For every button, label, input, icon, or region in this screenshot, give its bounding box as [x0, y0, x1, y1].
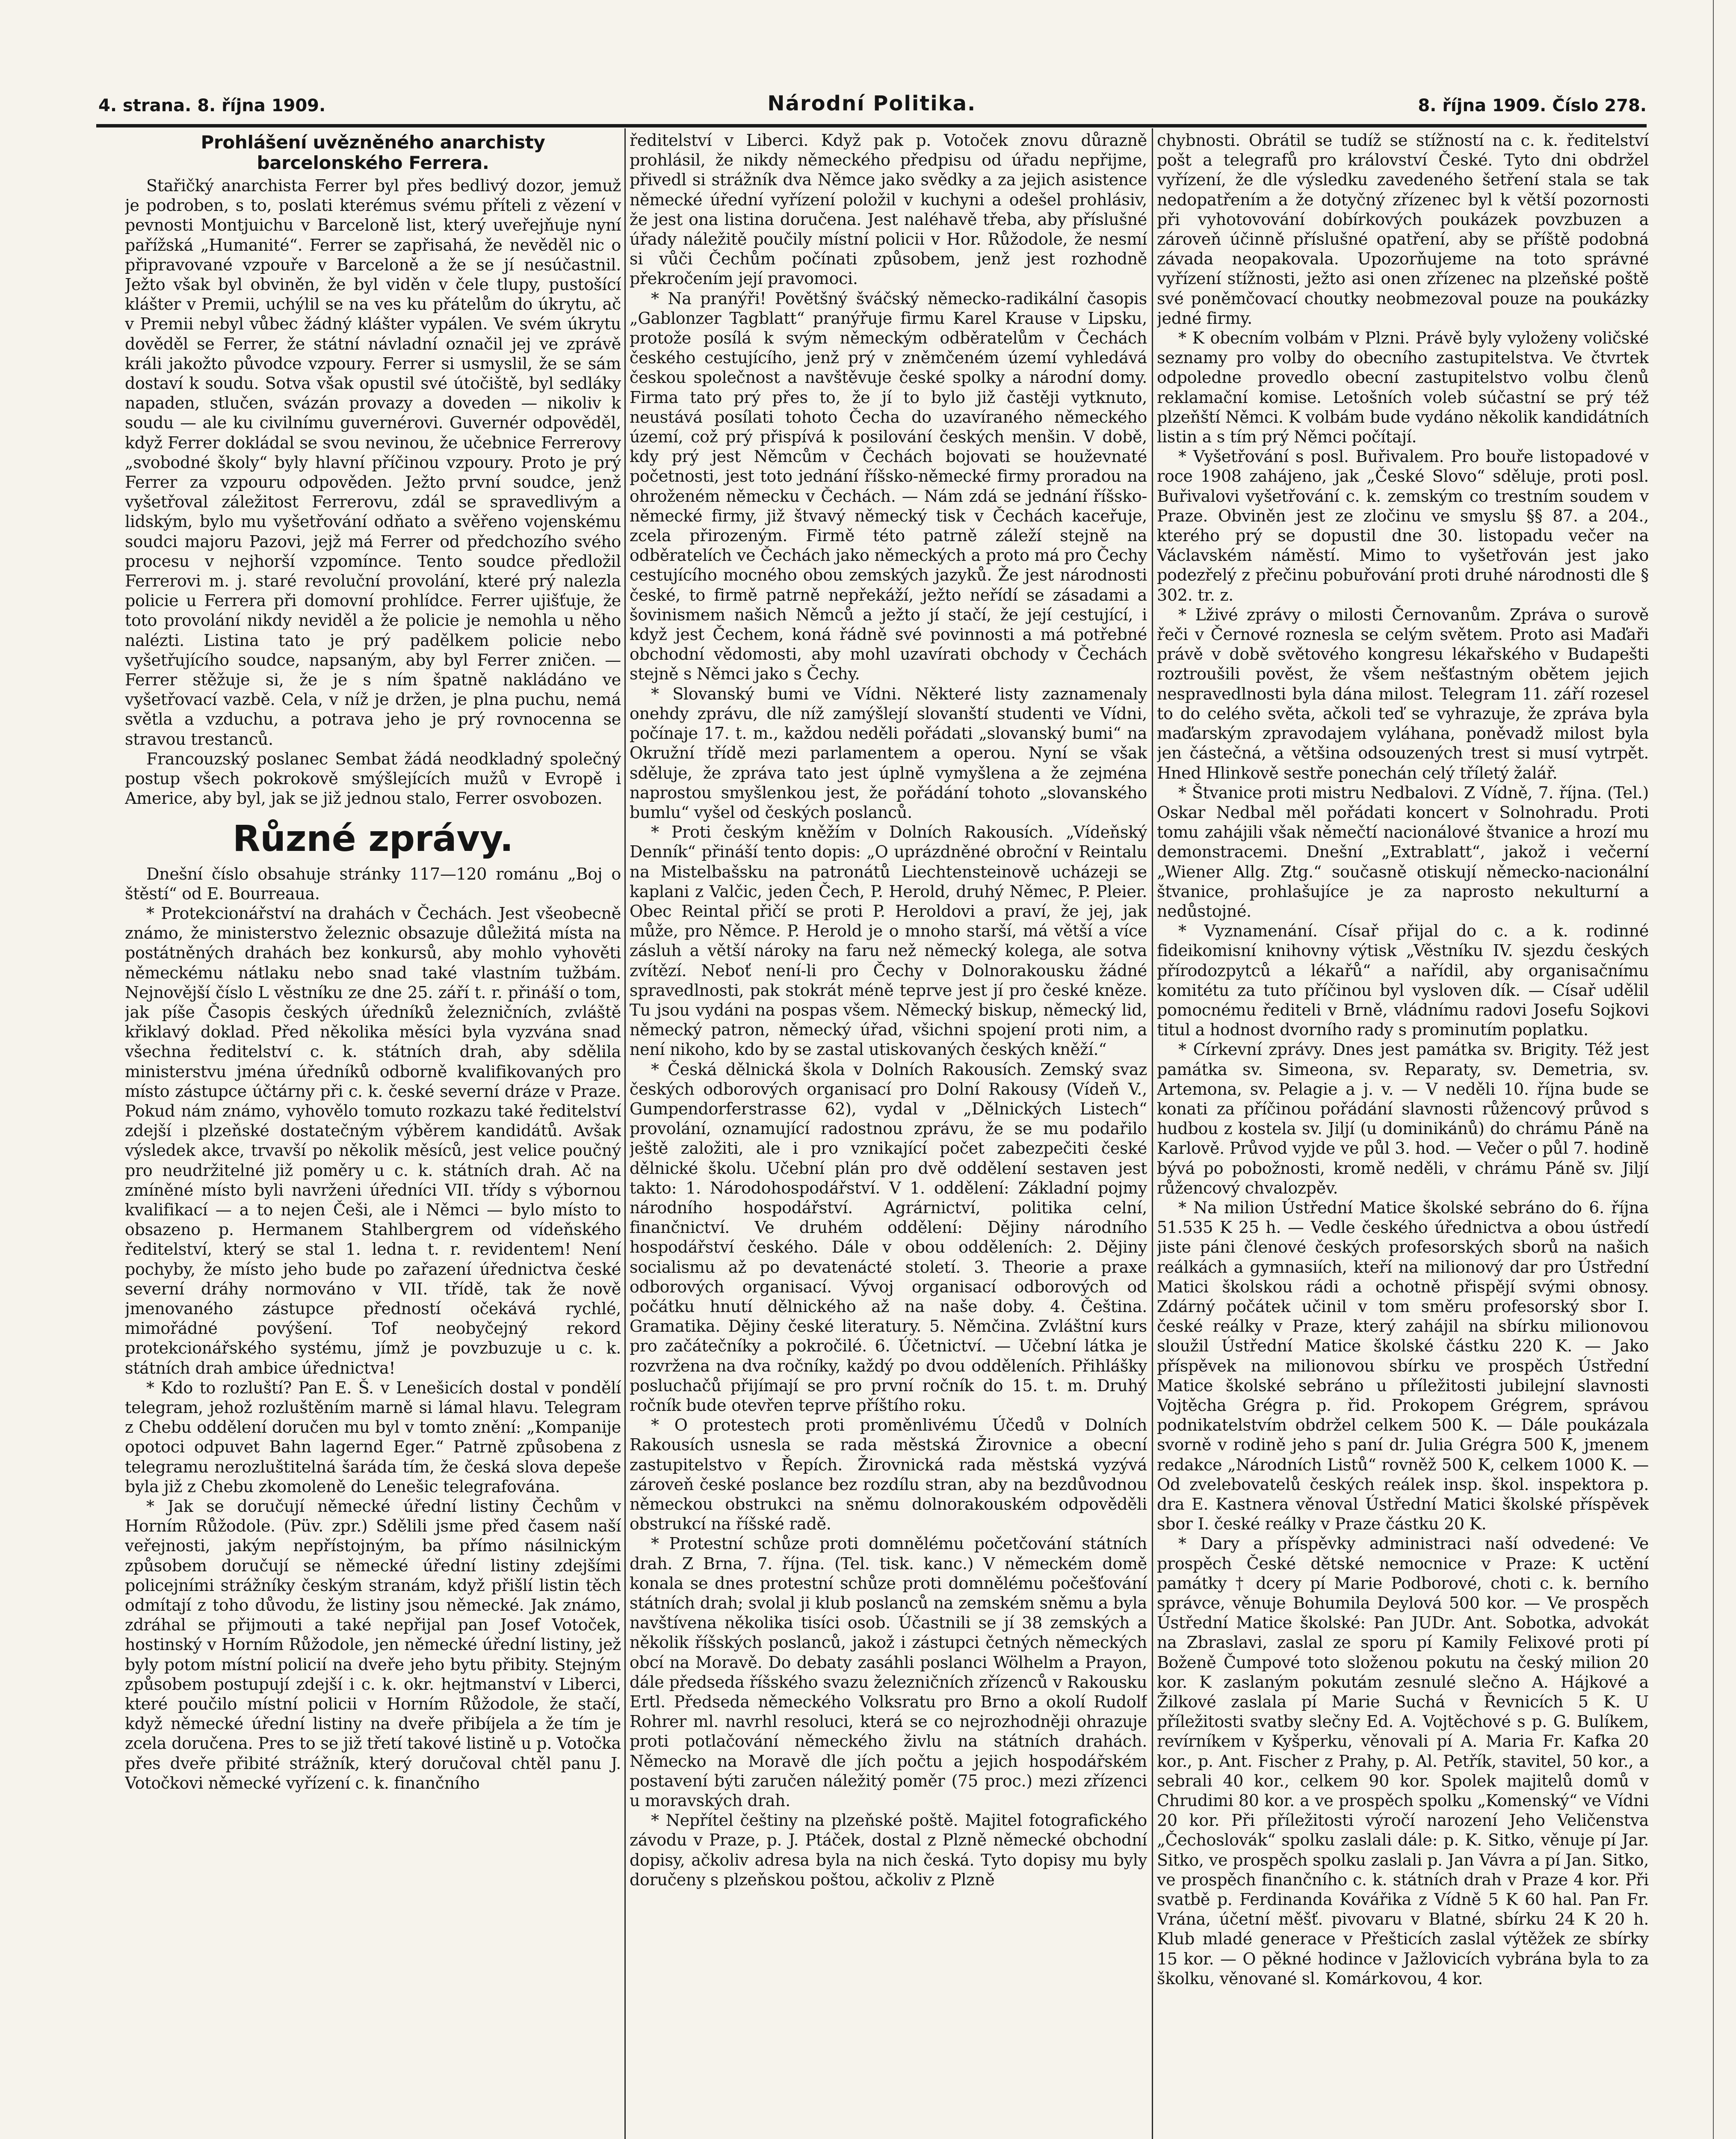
news-item: * Dary a příspěvky administraci naší odvedené: Ve prospěch České dětské nemocnice v Praze: K uctění památky † dcery pí Marie Podborové, choti c. k. berního správce, věnuje Bohumila Deylová 500 kor. — Ve prospěch Ústřední Matice školské: Pan JUDr. Ant. Sobotka, advokát na Zbraslavi, zaslal ze sporu pí Kamily Felixové proti pí Boženě Čumpové toto složenou pokutu na český milion 20 kor. K zaslaným pokutám zesnulé slečno A. Hájkové a Žilkové zaslala pí Marie Suchá v Řevnicích 5 K. U příležitosti svatby slečny Ed. A. Vojtěchové s p. G. Bulíkem, revírníkem v Kyšperku, věnovali pí A. Maria Fr. Kafka 20 kor., p. Ant. Fischer z Prahy, p. Al. Petřík, stavitel, 50 kor., a sebrali 40 kor., celkem 90 kor. Spolek majitelů domů v Chrudimi 80 kor. a ve prospěch spolku „Komenský“ ve Vídni 20 kor. Při příležitosti výročí narození Jeho Veličenstva „Čechoslovák“ spolku zaslali dále: p. K. Sitko, věnuje pí Jar. Sitko, ve prospěch spolku zaslali p. Jan Vávra a pí Jan. Sitko, ve prospěch finančního c. k. státních drah v Praze 4 kor. Při svatbě p. Ferdinanda Kovářika z Vídně 5 K 60 hal. Pan Fr. Vrána, účetní měšť. pivovaru v Blatné, sbírku 24 K 20 h. Klub mladé generace v Přešticích zaslal výtěžek ze sbírky 15 kor. — O pěkné hodince v Jažlovicích vybrána byla to za školku, věnované sl. Komárkovou, 4 kor. [1157, 1534, 1649, 1988]
news-item: * Kdo to rozluští? Pan E. Š. v Lenešicích dostal v pondělí telegram, jehož rozluštěním marně si lámal hlavu. Telegram z Chebu oddělení doručen mu byl v tomto znění: „Kompanije opotoci odpuvet Bahn lagernd Eger.“ Patrně způsobena z telegramu nerozluštitelná šaráda tím, že česká slova depeše byla již z Chebu zkomoleně do Lenešic telegrafována. [125, 1378, 621, 1496]
news-item: * Na pranýři! Povětšný šváčský německo-radikální časopis „Gablonzer Tagblatt“ pranýřuje firmu Karel Krause v Lipsku, protože posílá k svým německým odběratelům v Čechách českého cestujícího, jenž prý v zněmčeném území vyhledává českou společnost a navštěvuje české spolky a národní domy. Firma tato prý přes to, že jí to bylo již častěji vytknuto, neustává posílati tohoto Čecha do uzavíraného německého území, což prý přispívá k posilování českých menšin. V době, kdy prý jest Němcům v Čechách bojovati se houževnaté početnosti, jest toto jednání říšsko-německé firmy proradou na ohroženém německu v Čechách. — Nám zdá se jednání říšsko-německé firmy, již štvavý německý tisk v Čechách kaceřuje, zcela přirozeným. Firmě této patrně záleží stejně na odběratelích ve Čechách jako německých a proto má pro Čechy cestujícího mocného obou zemských jazyků. Že jest národnosti české, to firmě patrně nepřekáží, ježto neřídí se zásadami a šovinismem našich Němců a ježto jí stačí, že její cestující, i když jest Čechem, koná řádně své povinnosti a má potřebné obchodní vědomosti, aby mohl uzavírati obchody v Čechách stejně s Němci jako s Čechy. [630, 289, 1147, 684]
news-item: ředitelství v Liberci. Když pak p. Votoček znovu důrazně prohlásil, že nikdy německého předpisu od úřadu nepřijme, přivedl si strážník dva Němce jako svědky a za jejich asistence německé úřední vyřízení položil v kuchyni a odešel prohlásiv, že jest ona listina doručena. Jest naléhavě třeba, aby příslušné úřady náležitě poučily místní policii v Hor. Růžodole, že nesmí si vůči Čechům počínati způsobem, jenž jest rozhodně překročením její pravomoci. [630, 131, 1147, 288]
column-2 [630, 130, 1147, 2139]
page-header [98, 90, 1647, 116]
news-item: * Nepřítel češtiny na plzeňské poště. Majitel fotografického závodu v Praze, p. J. Ptáček, dostal z Plzně německé obchodní dopisy, ačkoliv adresa byla na nich česká. Tyto dopisy mu byly doručeny s plzeňskou poštou, ačkoliv z Plzně [630, 1811, 1147, 1889]
news-item: * Slovanský bumi ve Vídni. Některé listy zaznamenaly onehdy zprávu, dle níž zamýšlejí slovanští studenti ve Vídni, počínaje 17. t. m., každou neděli pořádati „slovanský bumi“ na Okružní třídě mezi parlamentem a operou. Nyní se však sděluje, že zpráva tato jest úplně vymyšlena a že zejména naprostou smyšlenkou jest, že pořádání tohoto „slovanského bumlu“ vyšel od českých poslanců. [630, 684, 1147, 822]
news-item: * Česká dělnická škola v Dolních Rakousích. Zemský svaz českých odborových organisací pro Dolní Rakousy (Vídeň V., Gumpendorferstrasse 62), vydal v „Dělnických Listech“ provolání, oznamující radostnou zprávu, že se mu podařilo ještě založiti, ale i pro vznikající počet zabezpečiti české dělnické školu. Učební plán pro dvě oddělení sestaven jest takto: 1. Národohospodářství. V 1. oddělení: Základní pojmy národního hospodářství. Agrárnictví, politika celní, finančnictví. Ve druhém oddělení: Dějiny národního hospodářství českého. Dále v obou odděleních: 2. Dějiny socialismu až po devatenácté století. 3. Theorie a praxe odborových organisací. Vývoj organisací odborových od počátku hnutí dělnického až na naše doby. 4. Čeština. Gramatika. Dějiny české literatury. 5. Němčina. Zvláštní kurs pro začátečníky a pokročilé. 6. Účetnictví. — Učební látka je rozvržena na dva ročníky, každý po dvou odděleních. Přihlášky posluchačů přijímají se pro první ročník do 15. t. m. Druhý ročník bude otevřen teprve příštího roku. [630, 1060, 1147, 1415]
page-edge [1713, 0, 1714, 2139]
column-divider [624, 128, 626, 2139]
column-3 [1157, 130, 1649, 2139]
column-1 [125, 130, 621, 2139]
news-item: Dnešní číslo obsahuje stránky 117—120 románu „Boj o štěstí“ od E. Bourreaua. [125, 864, 621, 903]
masthead-title: Národní Politika. [767, 92, 976, 116]
header-right: 8. října 1909. Číslo 278. [1418, 96, 1647, 116]
news-item: * K obecním volbám v Plzni. Právě byly vyloženy voličské seznamy pro volby do obecního zastupitelstva. Ve čtvrtek odpoledne provedlo obecní zastupitelstvo volbu členů reklamační komise. Letošních voleb súčastní se prý též plzeňští Němci. K volbám bude vydáno několik kandidátních listin a s tím prý Němci počítají. [1157, 329, 1649, 447]
news-item: chybnosti. Obrátil se tudíž se stížností na c. k. ředitelství pošt a telegrafů pro království České. Tyto dni obdržel vyřízení, že dle výsledku zavedeného šetření stala se tak nedopatřením a že dotyčný zřízenec byl k větší pozornosti při vyhotovování dobírkových poukázek povzbuzen a zároveň účinně příslušné opatření, aby se příště podobná závada neopakovala. Upozorňujeme na toto správné vyřízení stížnosti, ježto asi onen zřízenec na plzeňské poště své poněmčovací choutky neobmezoval pouze na poukázky jedné firmy. [1157, 131, 1649, 328]
news-item: * Protestní schůze proti domnělému početčování státních drah. Z Brna, 7. října. (Tel. tisk. kanc.) V německém domě konala se dnes protestní schůze proti domnělému počešťování státních drah; svolal ji klub poslanců na zemském sněmu a byla navštívena několika tisíci osob. Účastnili se jí 38 zemských a několik říšských poslanců, jakož i zástupci četných německých obcí na Moravě. Do debaty zasáhli poslanci Wölhelm a Prayon, dále předseda říšského svazu železničních zřízenců v Rakousku Ertl. Předseda německého Volksratu pro Brno a okolí Rudolf Rohrer ml. navrhl resoluci, která se co nejrozhodněji ohrazuje proti potlačování německého živlu na státních drahách. Německo na Moravě dle jích počtu a jejich hospodářském postavení býti zaručen náležitý poměr (75 proc.) mezi zřízenci u moravských drah. [630, 1534, 1147, 1810]
article-headline: Prohlášení uvězněného anarchisty barcelonského Ferrera. [201, 132, 545, 173]
article-paragraph: Francouzský poslanec Sembat žádá neodkladný společný postup všech pokrokově smýšlejících mužů v Evropě i Americe, aby byl, jak se již jednou stalo, Ferrer osvobozen. [125, 749, 621, 808]
article-paragraph: Stařičký anarchista Ferrer byl přes bedlivý dozor, jemuž je podroben, s to, poslati kterémus svému příteli z vězení v pevnosti Montjuichu v Barceloně list, který uveřejňuje nyní pařížská „Humanité“. Ferrer se zapřisahá, že nevěděl nic o připravované vzpouře v Barceloně a že se jí nesúčastnil. Ježto však byl obviněn, že byl viděn v čele tlupy, pustošící klášter v Premii, uchýlil se na ves ku přátelům do úkrytu, ač v Premii nebyl vůbec žádný klášter vypálen. Ve svém úkrytu dověděl se Ferrer, že státní návladní označil jej ve zprávě králi jakožto původce vzpoury. Ferrer si usmyslil, že se sám dostaví k soudu. Sotva však opustil své útočiště, byl sedláky napaden, stlučen, svázán provazy a doveden — nikoliv k soudu — ale ku civilnímu guvernérovi. Guvernér odpověděl, když Ferrer dokládal se svou nevinou, že učebnice Ferrerovy „svobodné školy“ byly hlavní příčinou vzpoury. Proto je prý Ferrer za vzpouru odpověden. Ježto první soudce, jenž vyšetřoval záležitost Ferrerovu, zdál se spravedlivým a lidským, bylo mu vyšetřování odňato a svěřeno vojenskému soudci majoru Pazovi, jejž má Ferrer od předchozího svého procesu v nejhorší vzpomínce. Tento soudce předložil Ferrerovi m. j. staré revoluční provolání, které prý nalezla policie u Ferrera při domovní prohlídce. Ferrer ujišťuje, že toto provolání nikdy neviděl a že policie je nemohla u něho nalézti. Listina tato je prý padělkem policie nebo vyšetřujícího soudce, napsaným, aby byl Ferrer zničen. — Ferrer stěžuje si, že je s ním špatně nakládáno ve vyšetřovací vazbě. Cela, v níž je držen, je plna puchu, nemá světla a vzduchu, a potrava jeho je prý rovnocenna se stravou trestanců. [125, 176, 621, 749]
news-item: * Vyznamenání. Císař přijal do c. a k. rodinné fideikomisní knihovny výtisk „Věstníku IV. sjezdu českých přírodozpytců a lékařů“ a nařídil, aby organisačnímu komitétu za tuto příčinou byl vysloven dík. — Císař udělil pomocnému řediteli v Brně, vládnímu radovi Josefu Sojkovi titul a hodnost dvorního rady s prominutím poplatku. [1157, 921, 1649, 1040]
news-item: * Štvanice proti mistru Nedbalovi. Z Vídně, 7. října. (Tel.) Oskar Nedbal měl pořádati koncert v Solnohradu. Proti tomu zahájili však němečtí nacionálové štvanice a hrozí mu demonstracemi. Dnešní „Extrablatt“, jakož i večerní „Wiener Allg. Ztg.“ současně otiskují německo-nacionální štvanice, prohlašujíce je za naprosto nekulturní a nedůstojné. [1157, 783, 1649, 921]
news-item: * Na milion Ústřední Matice školské sebráno do 6. října 51.535 K 25 h. — Vedle českého úřednictva a obou ústředí jiste páni členové českých profesorských sborů na našich reálkách a gymnasiích, kteří na milionový dar pro Ústřední Matici školskou rádi a ochotně přispějí svými obnosy. Zdárný počátek učinil v tom směru profesorský sbor I. české reálky v Praze, který zahájil na sbírku milionovou sloužil Ústřední Matice školské částku 220 K. — Jako příspěvek na milionovou sbírku ve prospěch Ústřední Matice školské sebráno u příležitosti jubilejní slavnosti Vojtěcha Grégra p. řid. Prokopem Grégrem, správou podnikatelstvím obdržel celkem 500 K. — Dále poukázala svorně v rodině jeho s paní dr. Julia Grégra 500 K, jmenem redakce „Národních Listů“ rovněž 500 K, celkem 1000 K. — Od zvelebovatelů českých reálek insp. škol. inspektora p. dra E. Kastnera věnoval Ústřední Matici školské příspěvek sbor I. české reálky v Praze částku 20 K. [1157, 1198, 1649, 1534]
news-item: * Lživé zprávy o milosti Černovanům. Zpráva o surově řeči v Černové roznesla se celým světem. Proto asi Maďaři právě v době světového kongresu lékařského v Budapešti roztroušili pověst, že všem nešťastným obětem jejich nespravedlnosti byla dána milost. Telegram 11. září rozesel to do celého světa, ačkoli teď se vyhrazuje, že zpráva byla maďarským zpravodajem vyláhana, poněvadž milost byla jen částečná, a většina odsouzených trest si musí vytrpět. Hned Hlinkově sestře ponechán celý tříletý žalář. [1157, 605, 1649, 782]
section-heading: Různé zprávy. [232, 817, 514, 859]
header-left: 4. strana. 8. října 1909. [98, 96, 326, 116]
news-item: * Vyšetřování s posl. Buřivalem. Pro bouře listopadové v roce 1908 zahájeno, jak „České Slovo“ sděluje, proti posl. Buřivalovi vyšetřování c. k. zemským co trestním soudem v Praze. Obviněn jest ze zločinu ve smyslu §§ 87. a 204., kterého prý se dopustil dne 30. listopadu večer na Václavském náměstí. Mimo to vyšetřován jest jako podezřelý z přečinu pobuřování proti druhé národnosti dle § 302. tr. z. [1157, 447, 1649, 604]
news-item: * Proti českým kněžím v Dolních Rakousích. „Vídeňský Denník“ přináší tento dopis: „O uprázdněné obroční v Reintalu na Mistelbašsku na patronátů Liechtensteinově ucházeji se kaplani z Valčic, jeden Čech, P. Herold, druhý Němec, P. Pleier. Obec Reintal přičí se proti P. Heroldovi a praví, že jej, jak může, pro Němce. P. Herold je o mnoho starší, má větší a více zásluh a větší nároky na faru než německý kolega, ale sotva zvítězí. Neboť není-li pro Čechy v Dolnorakousku žádné spravedlnosti, pak stokrát méně teprve jest jí pro české kněze. Tu jsou vydáni na pospas všem. Německý biskup, německý lid, německý patron, německý úřad, všichni spojení proti nim, a není nikoho, kdo by se zastal utiskovaných českých kněží.“ [630, 823, 1147, 1059]
news-item: * Jak se doručují německé úřední listiny Čechům v Horním Růžodole. (Püv. zpr.) Sdělili jsme před časem naší veřejnosti, jakým nepřístojným, ba přímo násilnickým způsobem doručují se německé úřední listiny zdejšími policejními strážníky českým stranám, když přišlí listin těch odmítají z toho důvodu, že listiny jsou německé. Jak známo, zdráhal se přijmouti a také nepřijal pan Josef Votoček, hostinský v Horním Růžodole, jen německé úřední listiny, jež byly potom místní policií na dveře jeho bytu přibity. Stejným způsobem postupují zdejší i c. k. okr. hejtmanství v Liberci, které poučilo místní policii v Horním Růžodole, že stačí, když německé úřední listiny na dveře přibíjela a že tím je zcela doručena. Pres to se již třetí takové listině u p. Votočka přes dveře přibité strážník, který doručoval chtěl panu J. Votočkovi německé vyřízení c. k. finančního [125, 1497, 621, 1792]
news-item: * Protekcionářství na drahách v Čechách. Jest všeobecně známo, že ministerstvo železnic obsazuje důležitá místa na postátněných drahách bez konkursů, aby mohlo vyhověti německému nátlaku nebo snad také vlastním tužbám. Nejnovější číslo L věstníku ze dne 25. září t. r. přináší o tom, jak píše Časopis českých úředníků železničních, zvláště křiklavý doklad. Před několika měsíci byla vyzvána snad všechna ředitelství c. k. státních drah, aby sdělila ministerstvu jména úředníků odborně kvalifikovaných pro místo zástupce účtárny při c. k. české severní dráze v Praze. Pokud nám známo, vyhovělo tomuto rozkazu také ředitelství zdejší i plzeňské dostatečným výběrem kandidátů. Avšak výsledek akce, trvavší po několik měsíců, jest velice poučný pro neudržitelné již poměry u c. k. státních drah. Ač na zmíněné místo byli navrženi úředníci VII. třídy s výbornou kvalifikací — a to nejen Češi, ale i Němci — bylo místo to obsazeno p. Hermanem Stahlbergrem od vídeňského ředitelství, který se stal 1. ledna t. r. revidentem! Není pochyby, že místo jeho bude po zařazení úřednictva české severní dráhy normováno v VII. třídě, tak že nově jmenovaného zástupce předností očekává rychlé, mimořádné povýšení. Tof neobyčejný rekord protekcionářského systému, jímž je povzbuzuje u c. k. státních drah ambice úřednictva! [125, 904, 621, 1378]
header-rule [96, 124, 1647, 127]
column-divider [1152, 128, 1153, 2139]
news-item: * O protestech proti proměnlivému Účedů v Dolních Rakousích usnesla se rada městská Žirovnice a obecní zastupitelstvo v Řepích. Žirovnická rada městská vyzývá zároveň české poslance bez rozdílu stran, aby na bezdůvodnou německou obstrukci na sněmu dolnorakouském odpověděli obstrukcí na říšské radě. [630, 1416, 1147, 1534]
news-item: * Církevní zprávy. Dnes jest památka sv. Brigity. Též jest památka sv. Simeona, sv. Reparaty, sv. Demetria, sv. Artemona, sv. Pelagie a j. v. — V neděli 10. října bude se konati za příčinou pořádání slavnosti růžencový průvod s hudbou z kostela sv. Jiljí (u dominikánů) do chrámu Páně na Karlově. Průvod vyjde ve půl 3. hod. — Večer o půl 7. hodině bývá po pobožnosti, kromě neděli, v chrámu Páně sv. Jiljí růžencový chvalozpěv. [1157, 1040, 1649, 1197]
